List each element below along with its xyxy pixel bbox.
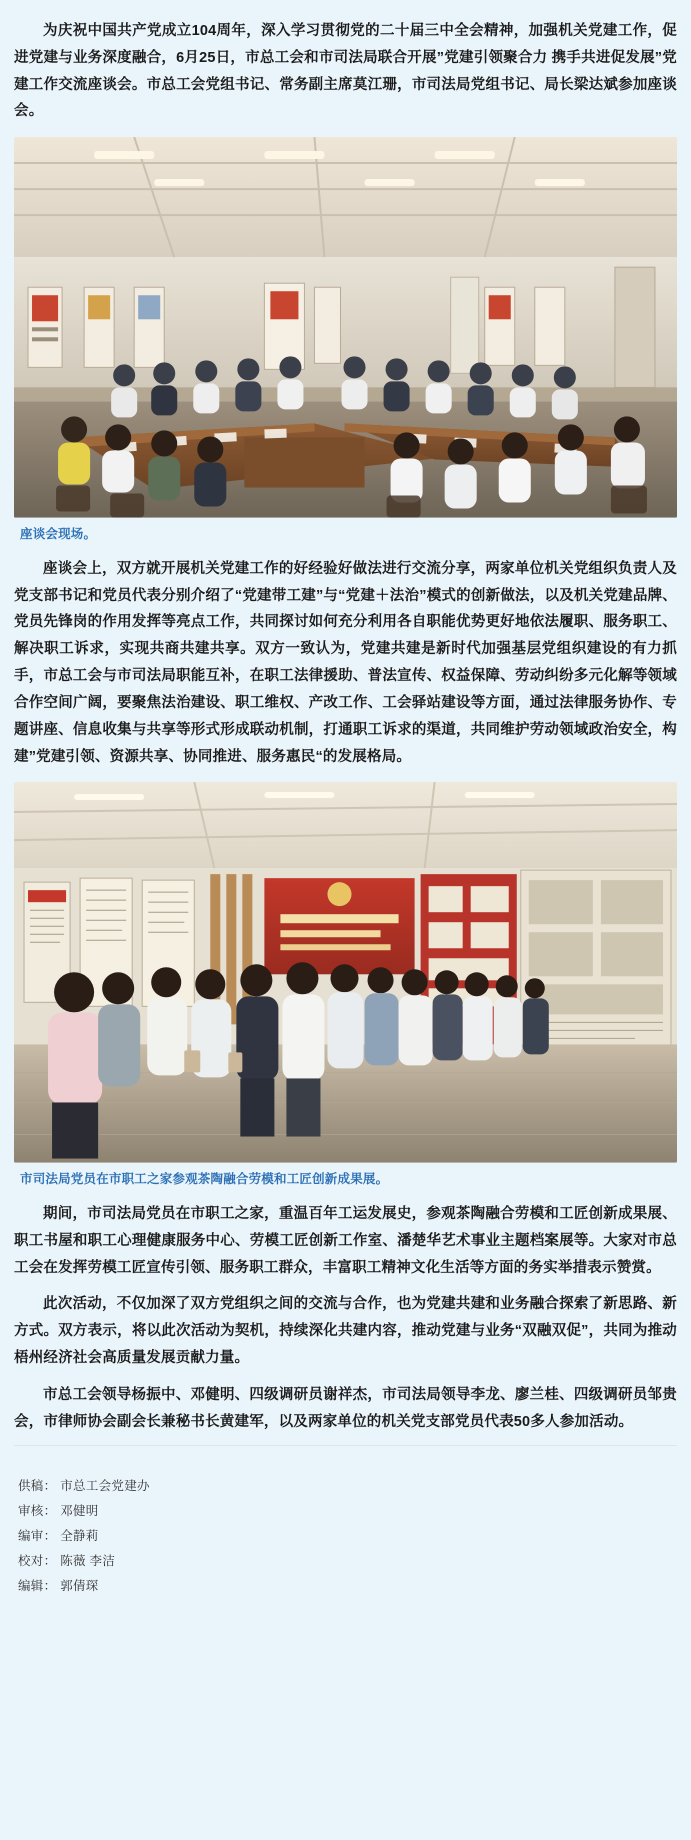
figure-exhibition xyxy=(14,782,677,1187)
credit-line-editor-in-chief xyxy=(18,1524,673,1549)
credit-label-editor: 编辑： xyxy=(18,1579,57,1594)
paragraph-5: 市总工会领导杨振中、邓健明、四级调研员谢祥杰，市司法局领导李龙、廖兰桂、四级调研员邹贵会，市律师协会副会长兼秘书长黄建军，以及两家单位的机关党支部党员代表50多人参加活动。 xyxy=(14,1386,677,1430)
credit-label-contributor: 供稿： xyxy=(18,1479,57,1494)
credit-label-reviewer: 审核： xyxy=(18,1504,57,1519)
credit-label-proofreader: 校对： xyxy=(18,1554,57,1569)
credit-value-editor-in-chief: 全静莉 xyxy=(60,1529,99,1544)
credit-value-proofreader: 陈薇 李洁 xyxy=(60,1554,116,1569)
credit-label-editor-in-chief: 编审： xyxy=(18,1529,57,1544)
meeting-room-photo xyxy=(14,137,677,518)
paragraph-1: 为庆祝中国共产党成立104周年，深入学习贯彻党的二十届三中全会精神，加强机关党建工作，促进党建与业务深度融合，6月25日，市总工会和市司法局联合开展”党建引领聚合力 携手共进促发展”党建工作交流座谈会。市总工会党组书记、常务副主席莫江珊，市司法局党组书记、局长梁达斌参加座谈会。 xyxy=(14,23,677,120)
credit-value-reviewer: 邓健明 xyxy=(60,1504,99,1519)
exhibition-visit-photo xyxy=(14,782,677,1163)
credit-line-proofreader xyxy=(18,1549,673,1574)
credit-line-contributor xyxy=(18,1474,673,1499)
section-divider xyxy=(14,1445,677,1446)
credit-line-editor xyxy=(18,1574,673,1599)
figure-caption-2: 市司法局党员在市职工之家参观茶陶融合劳模和工匠创新成果展。 xyxy=(20,1171,389,1186)
credit-line-reviewer xyxy=(18,1499,673,1524)
paragraph-3: 期间，市司法局党员在市职工之家，重温百年工运发展史，参观茶陶融合劳模和工匠创新成果展、职工书屋和职工心理健康服务中心、劳模工匠创新工作室、潘楚华艺术事业主题档案展等。大家对市总工会在发挥劳模工匠宣传引领、服务职工群众，丰富职工精神文化生活等方面的务实举措表示赞赏。 xyxy=(14,1205,677,1276)
paragraph-4: 此次活动，不仅加深了双方党组织之间的交流与合作，也为党建共建和业务融合探索了新思路、新方式。双方表示，将以此次活动为契机，持续深化共建内容，推动党建与业务“双融双促”，共同为推动梧州经济社会高质量发展贡献力量。 xyxy=(14,1296,677,1366)
credit-value-contributor: 市总工会党建办 xyxy=(60,1479,150,1494)
credit-value-editor: 郭倩琛 xyxy=(60,1579,99,1594)
paragraph-2: 座谈会上，双方就开展机关党建工作的好经验好做法进行交流分享，两家单位机关党组织负责人及党支部书记和党员代表分别介绍了“党建带工建”与“党建＋法治”模式的创新做法，以及机关党建品牌、党员先锋岗的作用发挥等亮点工作，共同探讨如何充分利用各自职能优势更好地依法履职、服务职工、解决职工诉求，实现共商共建共享。双方一致认为，党建共建是新时代加强基层党组织建设的有力抓手，市总工会与市司法局职能互补，在职工法律援助、普法宣传、权益保障、劳动纠纷多元化解等领域合作空间广阔，要聚焦法治建设、职工维权、产改工作、工会驿站建设等方面，通过法律服务协作、专题讲座、信息收集与共享等形式形成联动机制，打通职工诉求的渠道，共同维护劳动领域政治安全，构建”党建引领、资源共享、协同推进、服务惠民“的发展格局。 xyxy=(14,560,677,765)
credits-block xyxy=(14,1464,677,1623)
figure-meeting-room xyxy=(14,137,677,542)
figure-caption-1: 座谈会现场。 xyxy=(20,526,97,541)
